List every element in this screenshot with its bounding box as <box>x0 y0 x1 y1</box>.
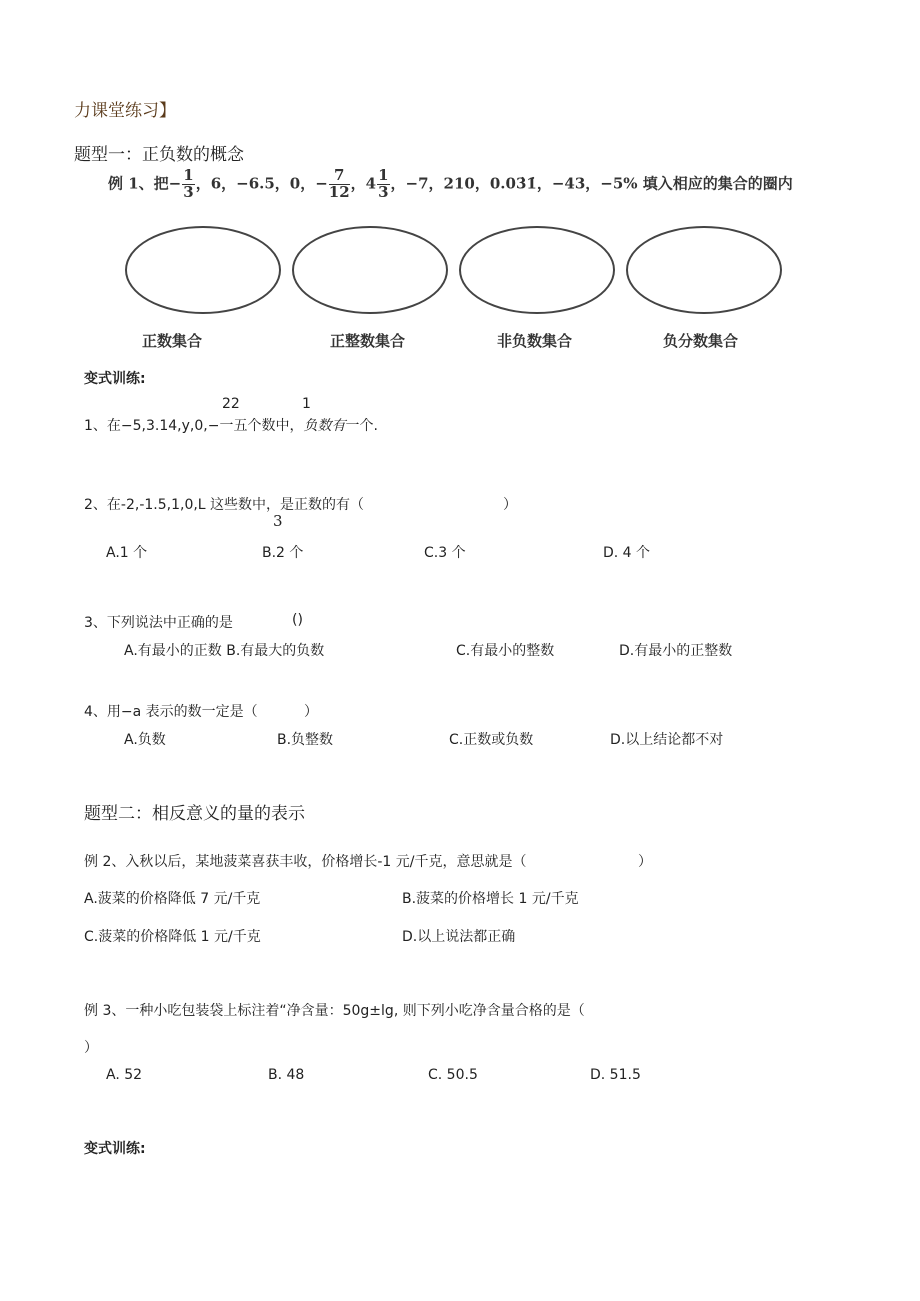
fraction-neg-one-third: $\frac{1}{3}$ <box>183 166 194 201</box>
variant-training-title-1: 变式训练: <box>84 371 146 387</box>
example-1-seg2: ，4 <box>350 174 377 193</box>
q3-option-ab: A.有最小的正数 B.有最大的负数 <box>124 643 325 659</box>
section-1-title: 题型一：正负数的概念 <box>74 145 244 165</box>
set-label-positive-integer: 正整数集合 <box>330 332 406 350</box>
set-circle-non-negative <box>459 226 615 314</box>
question-3: 3、下列说法中正确的是 <box>84 615 233 631</box>
fraction-four-one-third: $\frac{1}{3}$ <box>378 166 389 201</box>
q4-option-a: A.负数 <box>124 732 166 748</box>
example-3: 例 3、一种小吃包装袋上标注着“净含量：50g±lg, 则下列小吃净含量合格的是（ <box>84 1003 585 1019</box>
q1-superscript-22: 22 <box>222 396 240 412</box>
example-3-option-b: B. 48 <box>268 1067 305 1083</box>
q4-close-paren: ） <box>304 704 318 720</box>
example-1-lead: 例 1、把 <box>108 174 169 193</box>
q3-paren: () <box>292 612 303 628</box>
q4-option-c: C.正数或负数 <box>449 732 534 748</box>
example-1-minus: − <box>168 174 182 193</box>
q2-option-a: A.1 个 <box>106 545 148 561</box>
set-label-positive: 正数集合 <box>142 332 203 350</box>
example-2-option-c: C.菠菜的价格降低 1 元/千克 <box>84 929 261 945</box>
set-circle-negative-fraction <box>626 226 782 314</box>
q1-superscript-1: 1 <box>302 396 311 412</box>
fraction-neg-seven-twelfths: $\frac{7}{12}$ <box>328 166 350 201</box>
q2-option-d: D. 4 个 <box>603 545 651 561</box>
q2-option-c: C.3 个 <box>424 545 466 561</box>
variant-training-title-2: 变式训练: <box>84 1141 146 1157</box>
example-1-seg1: ，6，−6.5，0，− <box>195 174 328 193</box>
set-label-negative-fraction: 负分数集合 <box>663 332 739 350</box>
example-3-option-d: D. 51.5 <box>590 1067 641 1083</box>
question-1 <box>84 415 378 435</box>
example-2: 例 2、入秋以后，某地菠菜喜获丰收，价格增长-1 元/千克，意思就是（ <box>84 854 527 870</box>
example-1-seg3: ，−7，210，0.03̇1̇，−43，−5% 填入相应的集合的圈内 <box>390 174 793 193</box>
set-label-non-negative: 非负数集合 <box>497 332 573 350</box>
set-circle-positive-integer <box>292 226 448 314</box>
q3-option-c: C.有最小的整数 <box>456 643 555 659</box>
set-circle-positive <box>125 226 281 314</box>
example-2-option-d: D.以上说法都正确 <box>402 929 516 945</box>
q1-text-c: 负数有 <box>303 418 346 434</box>
section-2-title: 题型二：相反意义的量的表示 <box>84 804 305 824</box>
question-4: 4、用−a 表示的数一定是（ <box>84 704 258 720</box>
example-1 <box>108 168 793 201</box>
example-2-option-a: A.菠菜的价格降低 7 元/千克 <box>84 891 261 907</box>
question-2: 2、在-2,-1.5,1,0,L 这些数中，是正数的有（ <box>84 497 365 513</box>
q3-option-d: D.有最小的正整数 <box>619 643 733 659</box>
q2-subscript-3: 3 <box>273 512 283 530</box>
example-3-close-paren: ） <box>84 1040 98 1056</box>
example-2-close-paren: ） <box>638 854 652 870</box>
q2-close-paren: ） <box>503 497 517 513</box>
q4-option-d: D.以上结论都不对 <box>610 732 724 748</box>
q1-text-a: 1、在−5,3.14,y,0,− <box>84 418 220 434</box>
page-header: 力课堂练习】 <box>74 101 176 121</box>
q2-option-b: B.2 个 <box>262 545 304 561</box>
q1-text-d: 一个. <box>345 418 378 434</box>
example-2-option-b: B.菠菜的价格增长 1 元/千克 <box>402 891 579 907</box>
example-3-option-a: A. 52 <box>106 1067 143 1083</box>
q1-text-b: 一五个数中， <box>219 418 304 434</box>
example-3-option-c: C. 50.5 <box>428 1067 478 1083</box>
q4-option-b: B.负整数 <box>277 732 334 748</box>
